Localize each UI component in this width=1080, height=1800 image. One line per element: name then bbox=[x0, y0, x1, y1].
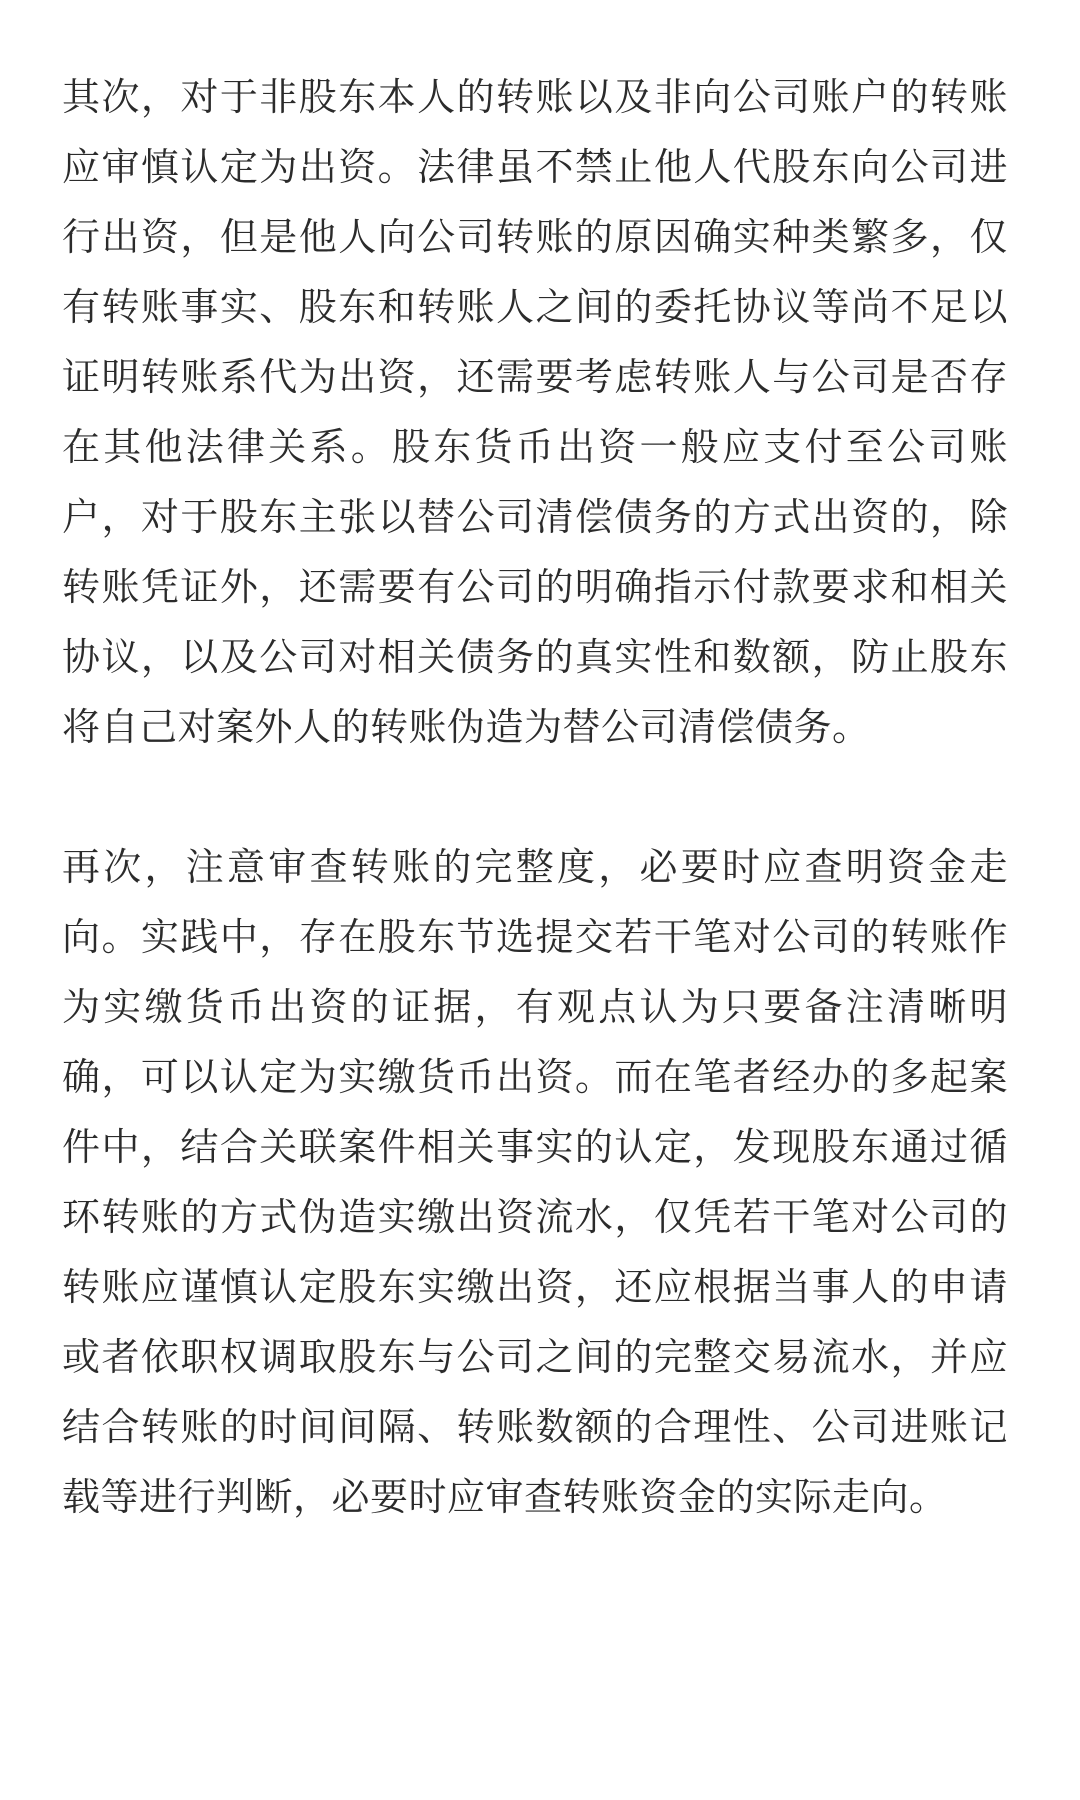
paragraph-2: 再次，注意审查转账的完整度，必要时应查明资金走向。实践中，存在股东节选提交若干笔对公司的转账作为实缴货币出资的证据，有观点认为只要备注清晰明确，可以认定为实缴货币出资。而在笔者经办的多起案件中，结合关联案件相关事实的认定，发现股东通过循环转账的方式伪造实缴出资流水，仅凭若干笔对公司的转账应谨慎认定股东实缴出资，还应根据当事人的申请或者依职权调取股东与公司之间的完整交易流水，并应结合转账的时间间隔、转账数额的合理性、公司进账记载等进行判断，必要时应审查转账资金的实际走向。 bbox=[62, 845, 1008, 1519]
paragraph-1: 其次，对于非股东本人的转账以及非向公司账户的转账应审慎认定为出资。法律虽不禁止他人代股东向公司进行出资，但是他人向公司转账的原因确实种类繁多，仅有转账事实、股东和转账人之间的委托协议等尚不足以证明转账系代为出资，还需要考虑转账人与公司是否存在其他法律关系。股东货币出资一般应支付至公司账户，对于股东主张以替公司清偿债务的方式出资的，除转账凭证外，还需要有公司的明确指示付款要求和相关协议，以及公司对相关债务的真实性和数额，防止股东将自己对案外人的转账伪造为替公司清偿债务。 bbox=[62, 75, 1008, 749]
article-body bbox=[62, 62, 1008, 1532]
